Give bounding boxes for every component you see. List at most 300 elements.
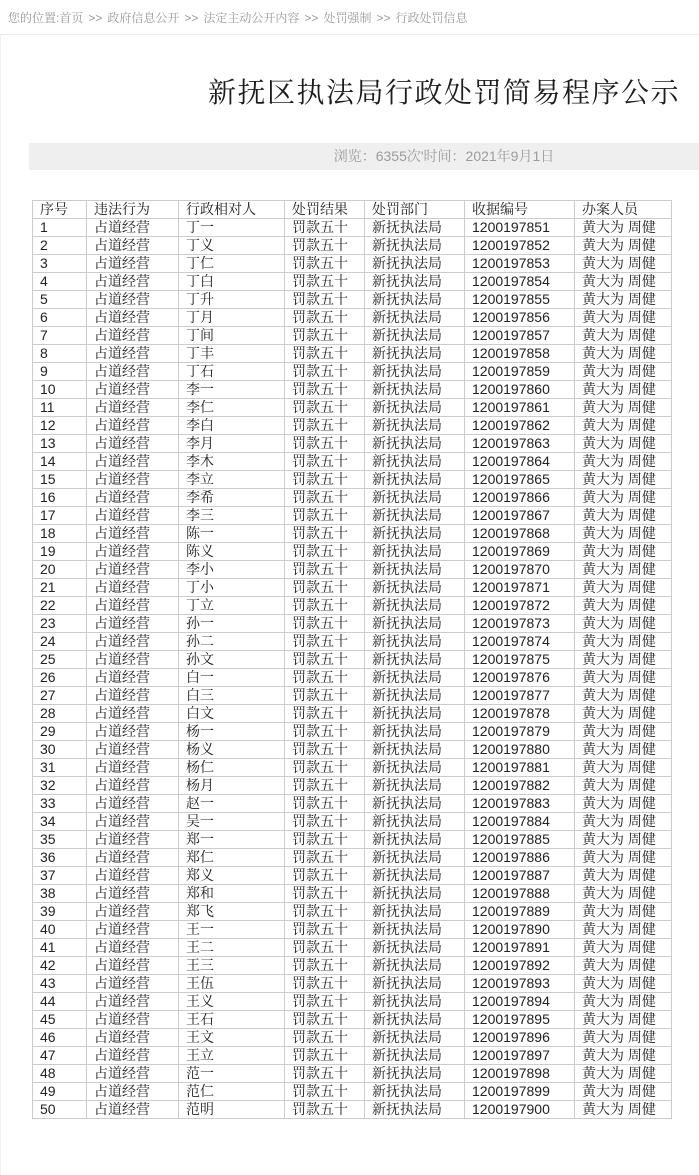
- breadcrumb-item[interactable]: 政府信息公开: [107, 11, 180, 25]
- table-cell: 黄大为 周健: [575, 543, 672, 561]
- table-cell: 新抚执法局: [365, 975, 465, 993]
- table-cell: 占道经营: [87, 471, 179, 489]
- table-cell: 王义: [179, 993, 285, 1011]
- table-cell: 罚款五十: [285, 1065, 365, 1083]
- table-cell: 黄大为 周健: [575, 705, 672, 723]
- table-cell: 43: [33, 975, 87, 993]
- table-cell: 王文: [179, 1029, 285, 1047]
- table-cell: 1200197852: [465, 237, 575, 255]
- table-cell: 1200197860: [465, 381, 575, 399]
- table-cell: 黄大为 周健: [575, 777, 672, 795]
- table-cell: 新抚执法局: [365, 993, 465, 1011]
- table-cell: 1200197857: [465, 327, 575, 345]
- table-row: [33, 633, 672, 651]
- breadcrumb-item[interactable]: 法定主动公开内容: [203, 11, 300, 25]
- table-cell: 丁间: [179, 327, 285, 345]
- table-cell: 罚款五十: [285, 255, 365, 273]
- table-cell: 罚款五十: [285, 309, 365, 327]
- table-cell: 罚款五十: [285, 813, 365, 831]
- table-cell: 新抚执法局: [365, 525, 465, 543]
- table-cell: 1200197868: [465, 525, 575, 543]
- table-cell: 占道经营: [87, 777, 179, 795]
- table-cell: 1200197890: [465, 921, 575, 939]
- table-cell: 1200197892: [465, 957, 575, 975]
- table-cell: 占道经营: [87, 723, 179, 741]
- table-cell: 新抚执法局: [365, 453, 465, 471]
- table-row: [33, 273, 672, 291]
- table-cell: 1200197900: [465, 1101, 575, 1119]
- table-cell: 罚款五十: [285, 219, 365, 237]
- table-row: [33, 1083, 672, 1101]
- table-row: [33, 777, 672, 795]
- table-cell: 新抚执法局: [365, 759, 465, 777]
- table-cell: 1200197871: [465, 579, 575, 597]
- meta-bar: [29, 143, 699, 170]
- table-cell: 丁升: [179, 291, 285, 309]
- table-cell: 罚款五十: [285, 759, 365, 777]
- table-row: [33, 1047, 672, 1065]
- table-cell: 罚款五十: [285, 885, 365, 903]
- table-cell: 1200197867: [465, 507, 575, 525]
- table-cell: 黄大为 周健: [575, 993, 672, 1011]
- table-cell: 30: [33, 741, 87, 759]
- table-cell: 黄大为 周健: [575, 651, 672, 669]
- table-row: [33, 255, 672, 273]
- breadcrumb: [0, 0, 699, 35]
- table-cell: 44: [33, 993, 87, 1011]
- table-cell: 新抚执法局: [365, 867, 465, 885]
- table-row: [33, 831, 672, 849]
- table-cell: 黄大为 周健: [575, 525, 672, 543]
- table-cell: 占道经营: [87, 597, 179, 615]
- table-cell: 占道经营: [87, 885, 179, 903]
- table-cell: 占道经营: [87, 1011, 179, 1029]
- table-cell: 黄大为 周健: [575, 417, 672, 435]
- table-row: [33, 759, 672, 777]
- table-cell: 1200197875: [465, 651, 575, 669]
- table-cell: 1200197869: [465, 543, 575, 561]
- table-cell: 范明: [179, 1101, 285, 1119]
- table-cell: 罚款五十: [285, 471, 365, 489]
- table-cell: 1200197851: [465, 219, 575, 237]
- table-cell: 1200197878: [465, 705, 575, 723]
- table-cell: 李白: [179, 417, 285, 435]
- breadcrumb-label: 您的位置:: [8, 11, 60, 25]
- table-cell: 22: [33, 597, 87, 615]
- breadcrumb-separator: >>: [304, 11, 319, 25]
- table-cell: 1200197866: [465, 489, 575, 507]
- table-cell: 黄大为 周健: [575, 255, 672, 273]
- table-row: [33, 1011, 672, 1029]
- table-cell: 罚款五十: [285, 597, 365, 615]
- table-cell: 黄大为 周健: [575, 903, 672, 921]
- table-cell: 罚款五十: [285, 363, 365, 381]
- table-cell: 黄大为 周健: [575, 435, 672, 453]
- table-cell: 杨仁: [179, 759, 285, 777]
- penalty-table-body: [33, 219, 672, 1119]
- column-header: 序号: [33, 201, 87, 219]
- table-cell: 黄大为 周健: [575, 867, 672, 885]
- table-cell: 黄大为 周健: [575, 1083, 672, 1101]
- table-cell: 23: [33, 615, 87, 633]
- table-cell: 黄大为 周健: [575, 741, 672, 759]
- table-cell: 黄大为 周健: [575, 489, 672, 507]
- table-cell: 1200197898: [465, 1065, 575, 1083]
- table-cell: 罚款五十: [285, 381, 365, 399]
- table-cell: 新抚执法局: [365, 1065, 465, 1083]
- table-cell: 新抚执法局: [365, 651, 465, 669]
- table-cell: 王石: [179, 1011, 285, 1029]
- table-cell: 丁小: [179, 579, 285, 597]
- table-cell: 罚款五十: [285, 1101, 365, 1119]
- table-cell: 24: [33, 633, 87, 651]
- table-cell: 18: [33, 525, 87, 543]
- table-cell: 6: [33, 309, 87, 327]
- table-cell: 新抚执法局: [365, 435, 465, 453]
- table-cell: 黄大为 周健: [575, 381, 672, 399]
- table-row: [33, 237, 672, 255]
- table-cell: 赵一: [179, 795, 285, 813]
- table-cell: 郑义: [179, 867, 285, 885]
- table-row: [33, 1065, 672, 1083]
- table-cell: 1200197873: [465, 615, 575, 633]
- table-cell: 1200197891: [465, 939, 575, 957]
- table-cell: 占道经营: [87, 363, 179, 381]
- table-cell: 新抚执法局: [365, 687, 465, 705]
- table-cell: 1200197877: [465, 687, 575, 705]
- table-cell: 16: [33, 489, 87, 507]
- table-cell: 新抚执法局: [365, 579, 465, 597]
- table-cell: 1200197880: [465, 741, 575, 759]
- table-cell: 新抚执法局: [365, 903, 465, 921]
- table-cell: 1200197853: [465, 255, 575, 273]
- table-cell: 26: [33, 669, 87, 687]
- table-cell: 黄大为 周健: [575, 363, 672, 381]
- table-cell: 陈义: [179, 543, 285, 561]
- table-cell: 罚款五十: [285, 399, 365, 417]
- table-cell: 罚款五十: [285, 1011, 365, 1029]
- table-cell: 李木: [179, 453, 285, 471]
- table-cell: 黄大为 周健: [575, 597, 672, 615]
- table-cell: 罚款五十: [285, 831, 365, 849]
- table-cell: 占道经营: [87, 453, 179, 471]
- page-title: 新抚区执法局行政处罚简易程序公示: [207, 77, 680, 108]
- table-cell: 李小: [179, 561, 285, 579]
- table-cell: 黄大为 周健: [575, 219, 672, 237]
- table-cell: 黄大为 周健: [575, 795, 672, 813]
- table-cell: 33: [33, 795, 87, 813]
- table-cell: 新抚执法局: [365, 381, 465, 399]
- table-row: [33, 903, 672, 921]
- table-cell: 郑一: [179, 831, 285, 849]
- table-cell: 45: [33, 1011, 87, 1029]
- table-cell: 新抚执法局: [365, 291, 465, 309]
- table-cell: 郑和: [179, 885, 285, 903]
- table-cell: 黄大为 周健: [575, 507, 672, 525]
- breadcrumb-items: [59, 11, 467, 25]
- table-cell: 新抚执法局: [365, 777, 465, 795]
- table-cell: 占道经营: [87, 381, 179, 399]
- table-cell: 罚款五十: [285, 525, 365, 543]
- table-cell: 罚款五十: [285, 417, 365, 435]
- table-cell: 新抚执法局: [365, 561, 465, 579]
- table-cell: 新抚执法局: [365, 705, 465, 723]
- table-cell: 黄大为 周健: [575, 453, 672, 471]
- table-cell: 新抚执法局: [365, 399, 465, 417]
- table-cell: 李一: [179, 381, 285, 399]
- table-cell: 1200197883: [465, 795, 575, 813]
- table-header-row: [33, 201, 672, 219]
- table-cell: 罚款五十: [285, 651, 365, 669]
- table-cell: 32: [33, 777, 87, 795]
- table-row: [33, 849, 672, 867]
- table-cell: 1200197864: [465, 453, 575, 471]
- table-cell: 新抚执法局: [365, 795, 465, 813]
- table-cell: 1200197861: [465, 399, 575, 417]
- table-row: [33, 885, 672, 903]
- table-cell: 黄大为 周健: [575, 579, 672, 597]
- table-cell: 1200197886: [465, 849, 575, 867]
- table-cell: 王二: [179, 939, 285, 957]
- table-cell: 35: [33, 831, 87, 849]
- table-cell: 吴一: [179, 813, 285, 831]
- table-row: [33, 543, 672, 561]
- table-cell: 黄大为 周健: [575, 615, 672, 633]
- table-cell: 白文: [179, 705, 285, 723]
- table-cell: 孙一: [179, 615, 285, 633]
- column-header: 违法行为: [87, 201, 179, 219]
- table-row: [33, 975, 672, 993]
- table-row: [33, 309, 672, 327]
- table-cell: 黄大为 周健: [575, 1101, 672, 1119]
- table-cell: 黄大为 周健: [575, 291, 672, 309]
- table-cell: 黄大为 周健: [575, 1011, 672, 1029]
- table-cell: 新抚执法局: [365, 597, 465, 615]
- table-cell: 黄大为 周健: [575, 939, 672, 957]
- table-cell: 29: [33, 723, 87, 741]
- table-cell: 罚款五十: [285, 579, 365, 597]
- table-cell: 罚款五十: [285, 435, 365, 453]
- table-cell: 1200197862: [465, 417, 575, 435]
- table-row: [33, 1101, 672, 1119]
- table-cell: 占道经营: [87, 1101, 179, 1119]
- table-row: [33, 939, 672, 957]
- table-cell: 新抚执法局: [365, 741, 465, 759]
- table-cell: 占道经营: [87, 435, 179, 453]
- column-header: 行政相对人: [179, 201, 285, 219]
- table-row: [33, 579, 672, 597]
- table-cell: 新抚执法局: [365, 939, 465, 957]
- table-cell: 占道经营: [87, 939, 179, 957]
- table-cell: 3: [33, 255, 87, 273]
- table-cell: 19: [33, 543, 87, 561]
- table-cell: 占道经营: [87, 921, 179, 939]
- table-cell: 1200197872: [465, 597, 575, 615]
- table-cell: 罚款五十: [285, 723, 365, 741]
- table-cell: 1200197899: [465, 1083, 575, 1101]
- table-row: [33, 489, 672, 507]
- table-cell: 占道经营: [87, 849, 179, 867]
- table-cell: 范仁: [179, 1083, 285, 1101]
- table-cell: 10: [33, 381, 87, 399]
- table-cell: 丁月: [179, 309, 285, 327]
- table-cell: 黄大为 周健: [575, 687, 672, 705]
- table-cell: 占道经营: [87, 525, 179, 543]
- table-cell: 占道经营: [87, 795, 179, 813]
- table-cell: 新抚执法局: [365, 507, 465, 525]
- table-cell: 占道经营: [87, 327, 179, 345]
- table-cell: 1200197870: [465, 561, 575, 579]
- column-header: 办案人员: [575, 201, 672, 219]
- column-header: 收据编号: [465, 201, 575, 219]
- table-row: [33, 705, 672, 723]
- table-cell: 黄大为 周健: [575, 1065, 672, 1083]
- table-cell: 占道经营: [87, 687, 179, 705]
- table-cell: 李立: [179, 471, 285, 489]
- table-cell: 36: [33, 849, 87, 867]
- table-row: [33, 795, 672, 813]
- table-row: [33, 219, 672, 237]
- table-cell: 罚款五十: [285, 489, 365, 507]
- column-header: 处罚部门: [365, 201, 465, 219]
- table-cell: 47: [33, 1047, 87, 1065]
- table-cell: 罚款五十: [285, 327, 365, 345]
- penalty-table: [32, 200, 672, 1119]
- table-cell: 罚款五十: [285, 1029, 365, 1047]
- table-cell: 丁义: [179, 237, 285, 255]
- table-cell: 罚款五十: [285, 795, 365, 813]
- table-cell: 42: [33, 957, 87, 975]
- table-cell: 占道经营: [87, 831, 179, 849]
- table-cell: 占道经营: [87, 399, 179, 417]
- table-cell: 罚款五十: [285, 237, 365, 255]
- table-cell: 黄大为 周健: [575, 237, 672, 255]
- table-cell: 新抚执法局: [365, 1083, 465, 1101]
- content-inner: [29, 35, 699, 1119]
- table-cell: 黄大为 周健: [575, 723, 672, 741]
- table-cell: 14: [33, 453, 87, 471]
- table-cell: 新抚执法局: [365, 327, 465, 345]
- table-row: [33, 291, 672, 309]
- table-cell: 范一: [179, 1065, 285, 1083]
- table-cell: 1200197863: [465, 435, 575, 453]
- table-cell: 新抚执法局: [365, 615, 465, 633]
- table-cell: 罚款五十: [285, 633, 365, 651]
- table-cell: 罚款五十: [285, 741, 365, 759]
- table-cell: 新抚执法局: [365, 957, 465, 975]
- breadcrumb-item[interactable]: 处罚强制: [323, 11, 372, 25]
- table-cell: 占道经营: [87, 615, 179, 633]
- table-cell: 黄大为 周健: [575, 633, 672, 651]
- table-cell: 占道经营: [87, 669, 179, 687]
- table-cell: 占道经营: [87, 543, 179, 561]
- table-cell: 占道经营: [87, 1065, 179, 1083]
- table-cell: 罚款五十: [285, 1083, 365, 1101]
- table-cell: 杨一: [179, 723, 285, 741]
- table-cell: 新抚执法局: [365, 723, 465, 741]
- content-panel: [0, 35, 699, 1175]
- table-cell: 新抚执法局: [365, 237, 465, 255]
- table-cell: 1200197881: [465, 759, 575, 777]
- table-cell: 占道经营: [87, 957, 179, 975]
- table-row: [33, 741, 672, 759]
- table-cell: 李希: [179, 489, 285, 507]
- table-cell: 罚款五十: [285, 867, 365, 885]
- table-cell: 王立: [179, 1047, 285, 1065]
- table-cell: 罚款五十: [285, 975, 365, 993]
- table-cell: 占道经营: [87, 291, 179, 309]
- table-cell: 41: [33, 939, 87, 957]
- table-cell: 34: [33, 813, 87, 831]
- table-cell: 1200197889: [465, 903, 575, 921]
- table-cell: 罚款五十: [285, 849, 365, 867]
- table-cell: 黄大为 周健: [575, 759, 672, 777]
- table-cell: 1200197874: [465, 633, 575, 651]
- table-cell: 占道经营: [87, 273, 179, 291]
- table-cell: 王三: [179, 957, 285, 975]
- table-cell: 黄大为 周健: [575, 669, 672, 687]
- table-cell: 罚款五十: [285, 993, 365, 1011]
- breadcrumb-separator: >>: [184, 11, 199, 25]
- table-cell: 黄大为 周健: [575, 957, 672, 975]
- table-cell: 31: [33, 759, 87, 777]
- table-cell: 王一: [179, 921, 285, 939]
- column-header: 处罚结果: [285, 201, 365, 219]
- table-row: [33, 525, 672, 543]
- table-row: [33, 399, 672, 417]
- table-cell: 陈一: [179, 525, 285, 543]
- table-cell: 罚款五十: [285, 507, 365, 525]
- table-cell: 1200197894: [465, 993, 575, 1011]
- table-cell: 罚款五十: [285, 345, 365, 363]
- table-cell: 黄大为 周健: [575, 831, 672, 849]
- table-cell: 1200197859: [465, 363, 575, 381]
- table-cell: 罚款五十: [285, 705, 365, 723]
- table-cell: 40: [33, 921, 87, 939]
- table-cell: 丁仁: [179, 255, 285, 273]
- table-cell: 黄大为 周健: [575, 345, 672, 363]
- table-cell: 李仁: [179, 399, 285, 417]
- table-row: [33, 417, 672, 435]
- table-row: [33, 615, 672, 633]
- table-cell: 新抚执法局: [365, 813, 465, 831]
- table-cell: 新抚执法局: [365, 849, 465, 867]
- table-cell: 新抚执法局: [365, 255, 465, 273]
- breadcrumb-item[interactable]: 首页: [59, 11, 84, 25]
- table-cell: 占道经营: [87, 1083, 179, 1101]
- table-row: [33, 993, 672, 1011]
- table-cell: 罚款五十: [285, 669, 365, 687]
- table-cell: 占道经营: [87, 237, 179, 255]
- table-cell: 28: [33, 705, 87, 723]
- table-cell: 黄大为 周健: [575, 849, 672, 867]
- table-cell: 孙文: [179, 651, 285, 669]
- table-cell: 白一: [179, 669, 285, 687]
- table-cell: 占道经营: [87, 417, 179, 435]
- table-cell: 罚款五十: [285, 615, 365, 633]
- table-cell: 新抚执法局: [365, 363, 465, 381]
- table-row: [33, 669, 672, 687]
- table-row: [33, 597, 672, 615]
- breadcrumb-item[interactable]: 行政处罚信息: [395, 11, 468, 25]
- table-row: [33, 471, 672, 489]
- table-cell: 占道经营: [87, 345, 179, 363]
- table-row: [33, 921, 672, 939]
- table-row: [33, 723, 672, 741]
- table-cell: 占道经营: [87, 1029, 179, 1047]
- table-cell: 1200197895: [465, 1011, 575, 1029]
- table-row: [33, 507, 672, 525]
